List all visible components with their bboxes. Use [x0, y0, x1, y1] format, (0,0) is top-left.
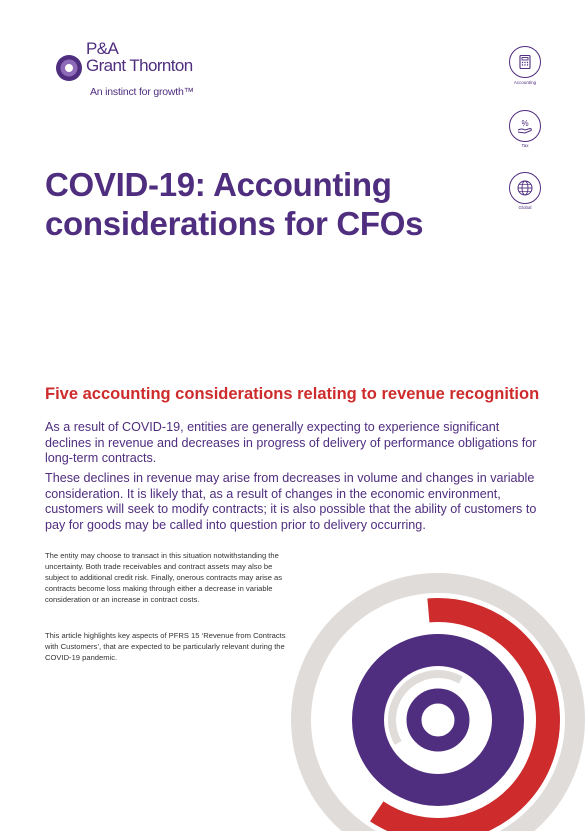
accounting-label: Accounting: [513, 80, 537, 85]
tax-icon-badge: [509, 110, 541, 142]
percent-hand-icon: [516, 117, 534, 135]
decorative-spiral-graphic: [290, 550, 585, 831]
logo-line-1: P&A: [86, 39, 119, 58]
section-subheading: Five accounting considerations relating to revenue recognition: [45, 385, 540, 403]
intro-paragraph-1: As a result of COVID-19, entities are generally expecting to experience significant declines in revenue and decreases in progress of delivery of performance obligations for long-term contracts.: [45, 420, 537, 465]
company-logo: [55, 40, 215, 102]
intro-paragraph-2: These declines in revenue may arise from decreases in volume and changes in variable consideration. It is likely that, as a result of changes in the economic environment, customers will seek to modify contracts; it is also possible that the ability of customers to pay for goods may be called into question prior to delivery occurring.: [45, 471, 537, 532]
logo-line-2: Grant Thornton: [86, 56, 193, 75]
global-label: Global: [518, 205, 532, 210]
calculator-icon: [517, 54, 533, 70]
globe-icon: [516, 179, 534, 197]
logo-wordmark: [86, 40, 193, 74]
body-paragraph-1: The entity may choose to transact in this situation notwithstanding the uncertainty. Both trade receivables and contract assets may also be subject to additional credit risk. Finally, onerous contracts may arise as contracts become loss making through either a decrease in variable consideration or an increase in contract costs.: [45, 551, 283, 604]
body-paragraph-2: This article highlights key aspects of PFRS 15 ‘Revenue from Contracts with Customers’, that are expected to be particularly relevant during the COVID-19 pandemic.: [45, 631, 286, 662]
tax-label: Tax: [521, 143, 529, 148]
logo-mark-icon: [55, 54, 83, 82]
svg-text:%: %: [521, 119, 529, 128]
page-title: COVID-19: Accounting considerations for CFOs: [45, 166, 424, 242]
global-icon-badge: [509, 172, 541, 204]
accounting-icon-badge: [509, 46, 541, 78]
logo-tagline: An instinct for growth™: [90, 86, 194, 98]
